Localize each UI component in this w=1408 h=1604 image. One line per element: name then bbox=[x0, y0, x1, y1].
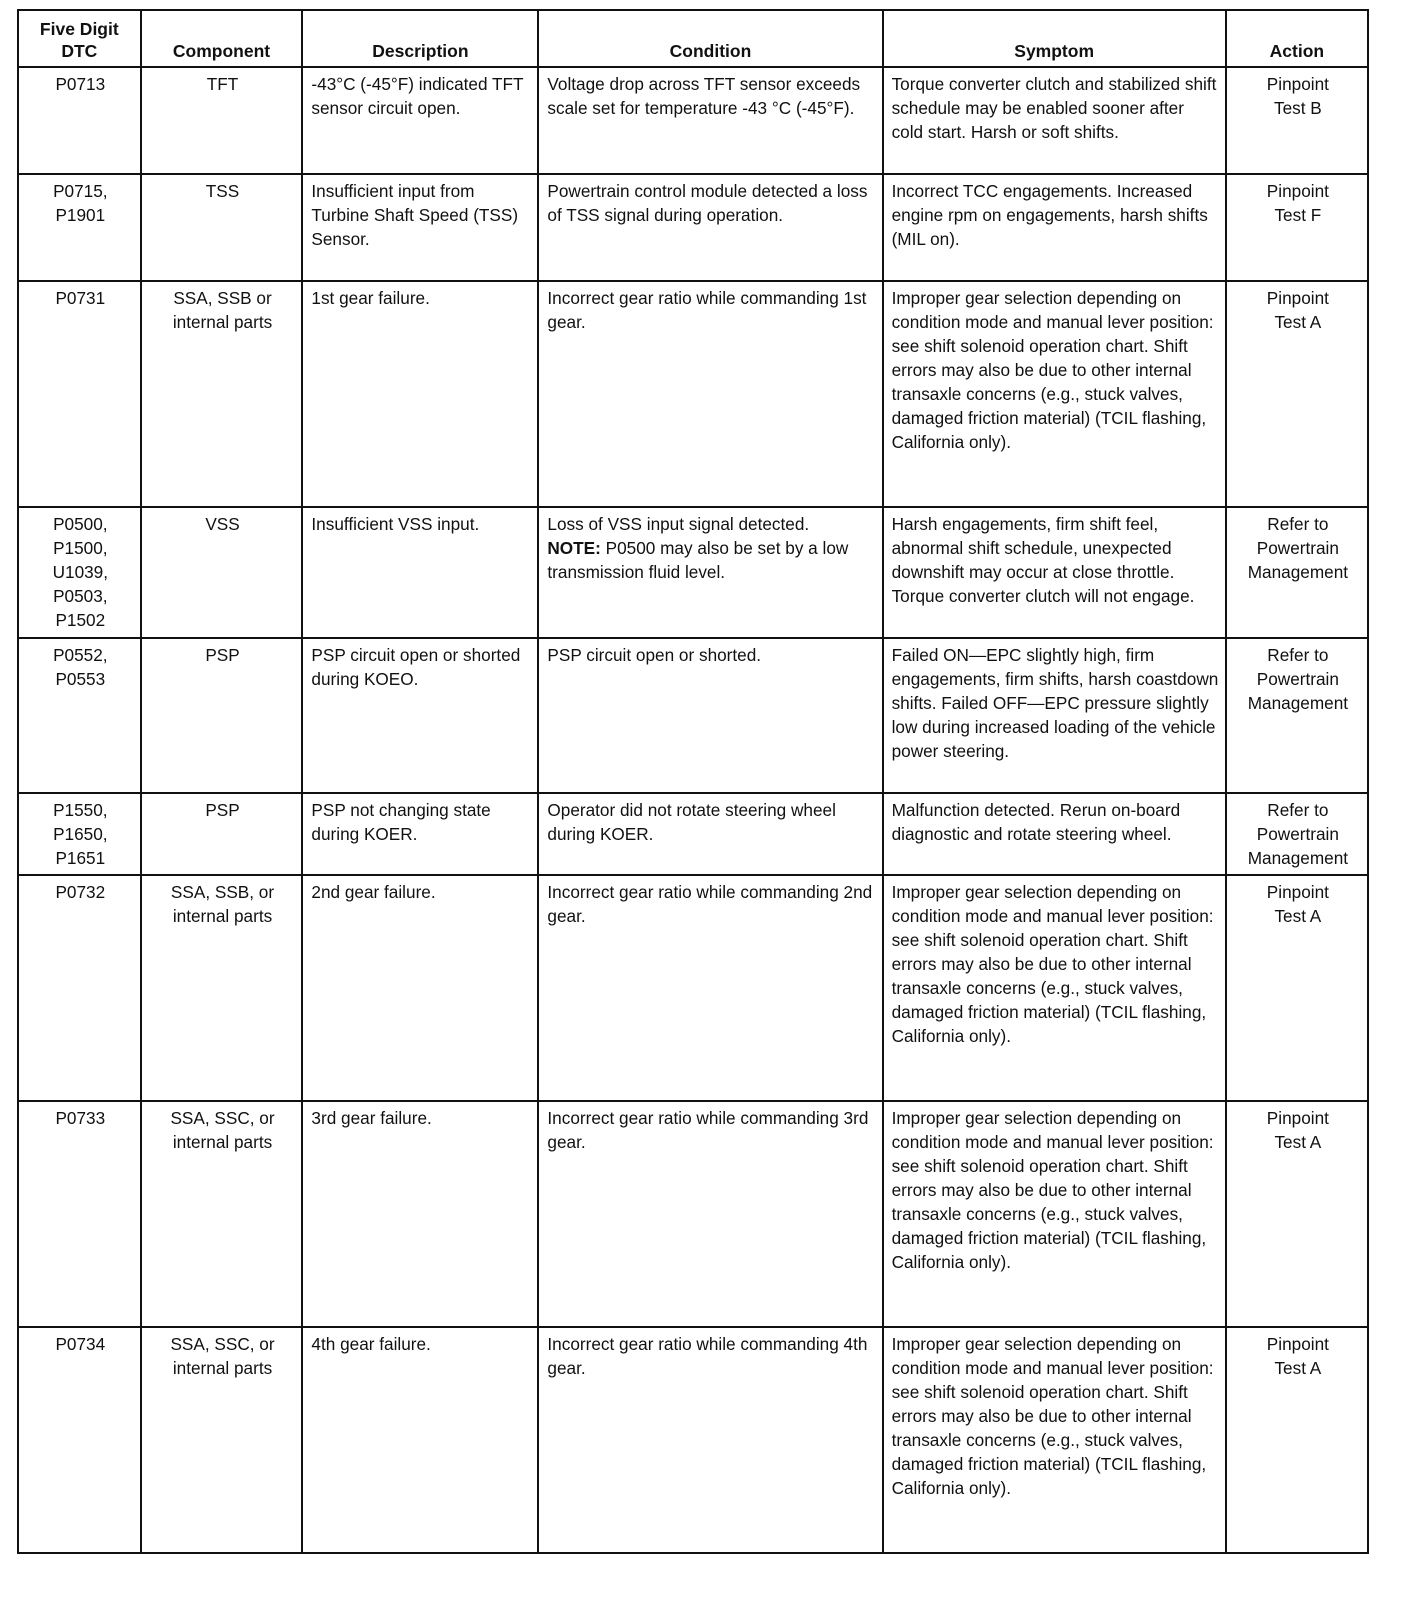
cell-component: SSA, SSC, or internal parts bbox=[141, 1327, 303, 1553]
dtc-table bbox=[17, 9, 1369, 1554]
cell-dtc: P1550, P1650, P1651 bbox=[18, 793, 141, 875]
table-row bbox=[18, 174, 1368, 281]
cell-condition bbox=[538, 67, 882, 174]
header-symptom: Symptom bbox=[883, 10, 1226, 67]
cell-description: 3rd gear failure. bbox=[302, 1101, 538, 1327]
cell-component: SSA, SSB, or internal parts bbox=[141, 875, 303, 1101]
cell-description: 2nd gear failure. bbox=[302, 875, 538, 1101]
header-component: Component bbox=[141, 10, 303, 67]
condition-text: Powertrain control module detected a loss of TSS signal during operation. bbox=[547, 181, 868, 225]
cell-component: VSS bbox=[141, 507, 303, 638]
cell-dtc: P0713 bbox=[18, 67, 141, 174]
cell-symptom: Improper gear selection depending on condition mode and manual lever position: see shift solenoid operation chart. Shift errors may also be due to other internal transaxle concerns (e.g., stuck valves, damaged friction material) (TCIL flashing, California only). bbox=[883, 281, 1226, 507]
cell-action: Refer to Powertrain Management bbox=[1226, 507, 1368, 638]
cell-component: PSP bbox=[141, 793, 303, 875]
cell-condition bbox=[538, 793, 882, 875]
header-row bbox=[18, 10, 1368, 67]
condition-text: Incorrect gear ratio while commanding 4th gear. bbox=[547, 1334, 868, 1378]
cell-action: Pinpoint Test A bbox=[1226, 281, 1368, 507]
cell-symptom: Harsh engagements, firm shift feel, abnormal shift schedule, unexpected downshift may occur at close throttle. Torque converter clutch will not engage. bbox=[883, 507, 1226, 638]
cell-component: PSP bbox=[141, 638, 303, 793]
header-action: Action bbox=[1226, 10, 1368, 67]
condition-text: Incorrect gear ratio while commanding 2nd gear. bbox=[547, 882, 873, 926]
cell-dtc: P0500, P1500, U1039, P0503, P1502 bbox=[18, 507, 141, 638]
table-row bbox=[18, 875, 1368, 1101]
condition-text: Incorrect gear ratio while commanding 3rd gear. bbox=[547, 1108, 869, 1152]
cell-dtc: P0731 bbox=[18, 281, 141, 507]
cell-description: 1st gear failure. bbox=[302, 281, 538, 507]
cell-condition bbox=[538, 281, 882, 507]
cell-symptom: Improper gear selection depending on condition mode and manual lever position: see shift solenoid operation chart. Shift errors may also be due to other internal transaxle concerns (e.g., stuck valves, damaged friction material) (TCIL flashing, California only). bbox=[883, 1327, 1226, 1553]
cell-action: Pinpoint Test A bbox=[1226, 1101, 1368, 1327]
table-row bbox=[18, 793, 1368, 875]
note-text: P0500 may also be set by a low transmission fluid level. bbox=[547, 538, 849, 582]
cell-action: Refer to Powertrain Management bbox=[1226, 793, 1368, 875]
cell-description: PSP circuit open or shorted during KOEO. bbox=[302, 638, 538, 793]
condition-text: Incorrect gear ratio while commanding 1st gear. bbox=[547, 288, 867, 332]
table-row bbox=[18, 638, 1368, 793]
cell-description: -43°C (-45°F) indicated TFT sensor circuit open. bbox=[302, 67, 538, 174]
cell-description: Insufficient VSS input. bbox=[302, 507, 538, 638]
note-label: NOTE: bbox=[547, 538, 601, 558]
cell-condition bbox=[538, 1327, 882, 1553]
cell-symptom: Malfunction detected. Rerun on-board diagnostic and rotate steering wheel. bbox=[883, 793, 1226, 875]
cell-action: Pinpoint Test F bbox=[1226, 174, 1368, 281]
cell-description: PSP not changing state during KOER. bbox=[302, 793, 538, 875]
cell-action: Refer to Powertrain Management bbox=[1226, 638, 1368, 793]
header-dtc: Five Digit DTC bbox=[18, 10, 141, 67]
cell-description: Insufficient input from Turbine Shaft Speed (TSS) Sensor. bbox=[302, 174, 538, 281]
condition-text: Loss of VSS input signal detected. bbox=[547, 514, 810, 534]
condition-text: Voltage drop across TFT sensor exceeds scale set for temperature -43 °C (-45°F). bbox=[547, 74, 861, 118]
cell-component: SSA, SSB or internal parts bbox=[141, 281, 303, 507]
table-row bbox=[18, 281, 1368, 507]
cell-action: Pinpoint Test A bbox=[1226, 1327, 1368, 1553]
cell-symptom: Improper gear selection depending on condition mode and manual lever position: see shift solenoid operation chart. Shift errors may also be due to other internal transaxle concerns (e.g., stuck valves, damaged friction material) (TCIL flashing, California only). bbox=[883, 1101, 1226, 1327]
header-description: Description bbox=[302, 10, 538, 67]
cell-dtc: P0715, P1901 bbox=[18, 174, 141, 281]
header-condition: Condition bbox=[538, 10, 882, 67]
cell-condition bbox=[538, 1101, 882, 1327]
condition-text: PSP circuit open or shorted. bbox=[547, 645, 762, 665]
cell-dtc: P0732 bbox=[18, 875, 141, 1101]
table-row bbox=[18, 507, 1368, 638]
cell-symptom: Improper gear selection depending on condition mode and manual lever position: see shift solenoid operation chart. Shift errors may also be due to other internal transaxle concerns (e.g., stuck valves, damaged friction material) (TCIL flashing, California only). bbox=[883, 875, 1226, 1101]
cell-condition bbox=[538, 174, 882, 281]
cell-description: 4th gear failure. bbox=[302, 1327, 538, 1553]
table-row bbox=[18, 67, 1368, 174]
cell-symptom: Failed ON—EPC slightly high, firm engagements, firm shifts, harsh coastdown shifts. Failed OFF—EPC pressure slightly low during increased loading of the vehicle power steering. bbox=[883, 638, 1226, 793]
cell-dtc: P0734 bbox=[18, 1327, 141, 1553]
condition-text: Operator did not rotate steering wheel during KOER. bbox=[547, 800, 836, 844]
cell-condition bbox=[538, 638, 882, 793]
cell-dtc: P0733 bbox=[18, 1101, 141, 1327]
cell-condition bbox=[538, 507, 882, 638]
table-row bbox=[18, 1101, 1368, 1327]
cell-dtc: P0552, P0553 bbox=[18, 638, 141, 793]
cell-condition bbox=[538, 875, 882, 1101]
cell-component: SSA, SSC, or internal parts bbox=[141, 1101, 303, 1327]
cell-action: Pinpoint Test A bbox=[1226, 875, 1368, 1101]
cell-symptom: Torque converter clutch and stabilized shift schedule may be enabled sooner after cold start. Harsh or soft shifts. bbox=[883, 67, 1226, 174]
cell-action: Pinpoint Test B bbox=[1226, 67, 1368, 174]
cell-component: TFT bbox=[141, 67, 303, 174]
cell-symptom: Incorrect TCC engagements. Increased engine rpm on engagements, harsh shifts (MIL on). bbox=[883, 174, 1226, 281]
table-row bbox=[18, 1327, 1368, 1553]
cell-component: TSS bbox=[141, 174, 303, 281]
